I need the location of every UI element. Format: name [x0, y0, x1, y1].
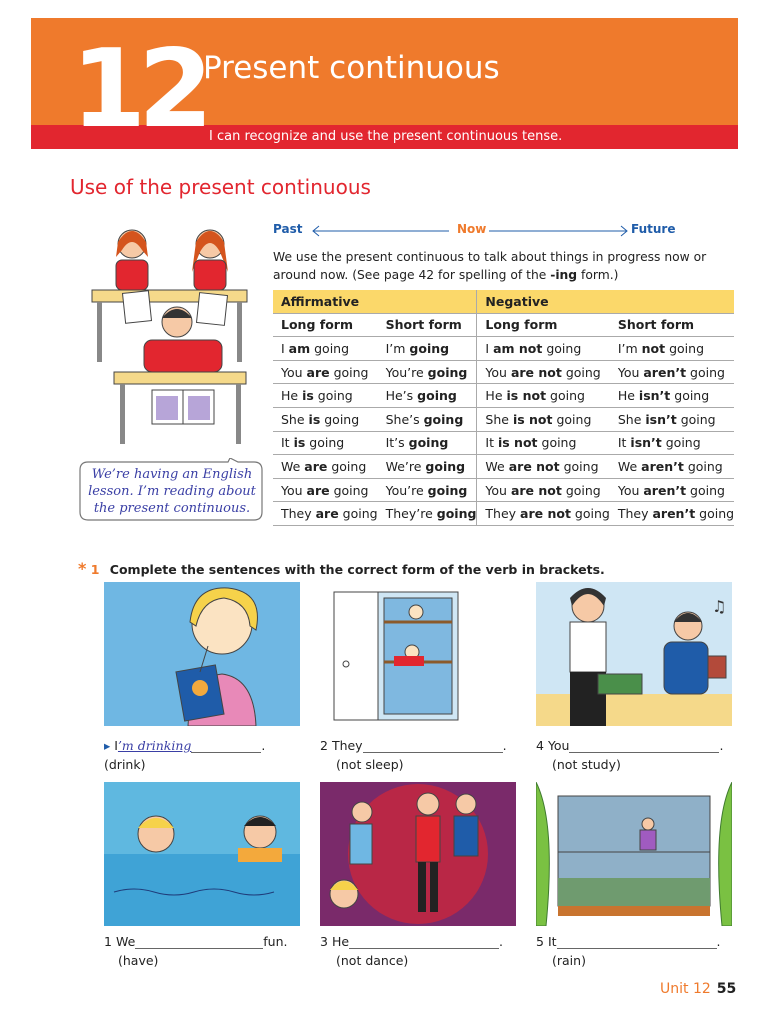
item-ending: .: [719, 738, 724, 753]
grammar-row: [273, 360, 734, 384]
grammar-text: They’re: [385, 506, 437, 522]
grammar-text: You: [281, 482, 307, 498]
answer-blank[interactable]: ’m drinking: [117, 738, 192, 753]
exercise-number: 1: [90, 562, 100, 577]
grammar-cell: [477, 407, 610, 431]
grammar-text: She’s: [385, 411, 424, 427]
intro-emphasis: -ing: [550, 268, 578, 282]
grammar-text: going: [683, 458, 723, 474]
grammar-verb: am: [288, 340, 311, 356]
grammar-verb: is: [302, 388, 314, 404]
grammar-verb: is not: [512, 411, 553, 427]
item-ending: .: [499, 934, 504, 949]
item-marker: 2: [320, 738, 328, 753]
grammar-cell: [378, 478, 477, 502]
grammar-cell: [610, 337, 734, 361]
exercise-item: [536, 934, 736, 968]
grammar-cell: [273, 407, 378, 431]
arrow-left-icon: [311, 225, 451, 237]
unit-objective: I can recognize and use the present continuous tense.: [209, 129, 563, 144]
grammar-cell: [378, 502, 477, 526]
grammar-row: [273, 478, 734, 502]
grammar-cell: [610, 360, 734, 384]
grammar-cell: [477, 478, 610, 502]
grammar-verb: going: [408, 435, 449, 451]
grammar-verb: are not: [508, 458, 560, 474]
grammar-text: going: [327, 458, 367, 474]
item-subject: You: [547, 738, 570, 753]
item-marker: 1: [104, 934, 112, 949]
grammar-cell: [273, 384, 378, 408]
grammar-verb: is: [293, 435, 306, 451]
grammar-text: going: [305, 435, 345, 451]
grammar-verb: aren’t: [643, 482, 687, 498]
verb-hint: (not dance): [336, 953, 409, 968]
grammar-row: [273, 455, 734, 479]
grammar-row: [273, 337, 734, 361]
grammar-text: I’m: [617, 340, 642, 356]
grammar-text: You: [281, 364, 307, 380]
answer-blank[interactable]: [135, 934, 263, 949]
grammar-verb: going: [427, 364, 468, 380]
footer-unit: Unit 12: [660, 981, 711, 997]
timeline: [273, 222, 719, 240]
grammar-text: They: [485, 506, 521, 522]
exercise-item: [320, 934, 516, 968]
exercise-item: [104, 934, 304, 968]
grammar-text: going: [661, 435, 701, 451]
grammar-text: You: [617, 364, 644, 380]
grammar-text: You’re: [385, 364, 428, 380]
grammar-text: They: [281, 506, 316, 522]
grammar-verb: isn’t: [645, 411, 677, 427]
grammar-cell: [273, 455, 378, 479]
grammar-verb: going: [423, 411, 464, 427]
grammar-text: going: [686, 364, 725, 380]
grammar-text: going: [670, 388, 710, 404]
grammar-text: going: [338, 506, 378, 522]
grammar-verb: are not: [520, 506, 571, 522]
grammar-verb: isn’t: [630, 435, 662, 451]
grammar-verb: are not: [510, 364, 562, 380]
item-ending: .: [502, 738, 507, 753]
exercise-instruction: Complete the sentences with the correct form of the verb in brackets.: [109, 562, 605, 577]
grammar-verb: aren’t: [643, 364, 687, 380]
grammar-cell: [610, 455, 734, 479]
grammar-verb: going: [427, 482, 468, 498]
intro-text: [273, 248, 723, 284]
item-subject: It: [547, 934, 557, 949]
verb-hint: (have): [118, 953, 159, 968]
grammar-text: We: [281, 458, 305, 474]
answer-blank[interactable]: [569, 738, 719, 753]
grammar-cell: [477, 384, 610, 408]
grammar-text: It: [617, 435, 631, 451]
grammar-text: going: [561, 364, 601, 380]
star-icon: *: [78, 559, 87, 578]
verb-hint: (rain): [552, 953, 586, 968]
item-ending: .: [261, 738, 266, 753]
column-header: Short form: [610, 313, 734, 337]
grammar-text: going: [665, 340, 705, 356]
speech-bubble-text: We’re having an English lesson. I’m reading about the present continuous.: [88, 467, 256, 516]
grammar-text: She: [281, 411, 309, 427]
grammar-verb: not: [641, 340, 666, 356]
grammar-text: going: [559, 458, 599, 474]
grammar-verb: going: [436, 506, 477, 522]
grammar-verb: going: [409, 340, 450, 356]
grammar-cell: [273, 360, 378, 384]
verb-hint: (not sleep): [336, 757, 404, 772]
grammar-cell: [610, 384, 734, 408]
verb-hint: (drink): [104, 757, 146, 772]
grammar-cell: [378, 360, 477, 384]
grammar-row: [273, 431, 734, 455]
picture-people-dancing: [320, 782, 516, 926]
grammar-text: I: [281, 340, 289, 356]
grammar-text: going: [320, 411, 360, 427]
answer-blank[interactable]: [349, 934, 499, 949]
picture-girl-drinking: [104, 582, 300, 726]
verb-hint: (not study): [552, 757, 621, 772]
grammar-text: going: [537, 435, 577, 451]
timeline-future: Future: [631, 222, 676, 236]
grammar-table: [273, 290, 734, 526]
item-marker: 4: [536, 738, 544, 753]
grammar-verb: isn’t: [638, 388, 671, 404]
item-marker: 3: [320, 934, 328, 949]
grammar-cell: [610, 502, 734, 526]
grammar-cell: [378, 384, 477, 408]
grammar-verb: am not: [493, 340, 543, 356]
grammar-text: going: [676, 411, 716, 427]
answer-line: [191, 738, 261, 753]
intro-after: form.): [577, 268, 619, 282]
grammar-text: They: [617, 506, 653, 522]
grammar-cell: [378, 455, 477, 479]
grammar-verb: are: [304, 458, 328, 474]
classroom-illustration: [72, 222, 272, 452]
grammar-text: going: [546, 388, 585, 404]
grammar-verb: is not: [506, 388, 547, 404]
timeline-now: Now: [457, 222, 487, 236]
exercise-heading: [78, 559, 605, 578]
music-note-icon: ♫: [712, 597, 727, 616]
grammar-text: going: [310, 340, 350, 356]
grammar-row: [273, 502, 734, 526]
grammar-text: going: [329, 482, 369, 498]
grammar-text: You: [485, 364, 511, 380]
grammar-verb: going: [425, 458, 466, 474]
item-ending: .: [716, 934, 721, 949]
grammar-cell: [610, 407, 734, 431]
grammar-text: going: [561, 482, 601, 498]
grammar-text: She: [485, 411, 513, 427]
grammar-text: going: [542, 340, 582, 356]
column-header: Long form: [273, 313, 378, 337]
column-header: Long form: [477, 313, 610, 337]
grammar-text: going: [695, 506, 735, 522]
grammar-cell: [273, 431, 378, 455]
grammar-text: We: [617, 458, 642, 474]
grammar-text: It’s: [385, 435, 409, 451]
grammar-text: You: [485, 482, 511, 498]
unit-header: [31, 18, 738, 152]
grammar-verb: aren’t: [652, 506, 696, 522]
grammar-text: We: [485, 458, 509, 474]
grammar-text: going: [570, 506, 610, 522]
page-number: 55: [716, 981, 737, 997]
picture-children-bunk-bed: [320, 582, 516, 726]
grammar-text: going: [686, 482, 725, 498]
item-subject: They: [331, 738, 363, 753]
intro-before: We use the present continuous to talk about things in progress now or around now. (See page 42 for spelling of the: [273, 250, 707, 282]
grammar-cell: [477, 337, 610, 361]
grammar-cell: [477, 502, 610, 526]
grammar-text: going: [552, 411, 592, 427]
grammar-text: going: [313, 388, 353, 404]
group-negative: Negative: [477, 290, 734, 313]
grammar-cell: [273, 337, 378, 361]
grammar-verb: are not: [510, 482, 562, 498]
grammar-cell: [610, 478, 734, 502]
group-affirmative: Affirmative: [273, 290, 477, 313]
exercise-item: [104, 738, 300, 772]
grammar-text: I: [485, 340, 494, 356]
grammar-text: I’m: [385, 340, 410, 356]
answer-blank[interactable]: [363, 738, 503, 753]
grammar-text: You’re: [385, 482, 428, 498]
item-subject: He: [331, 934, 350, 949]
exercise-item: [320, 738, 516, 772]
grammar-cell: [477, 360, 610, 384]
grammar-row: [273, 407, 734, 431]
arrow-right-icon: [487, 225, 629, 237]
grammar-text: It: [485, 435, 498, 451]
picture-boy-listening-music: [536, 582, 732, 726]
timeline-past: Past: [273, 222, 303, 236]
grammar-text: She: [617, 411, 646, 427]
section-heading: Use of the present continuous: [70, 175, 371, 199]
grammar-cell: [378, 431, 477, 455]
grammar-cell: [477, 455, 610, 479]
grammar-text: We’re: [385, 458, 426, 474]
grammar-row: [273, 384, 734, 408]
grammar-cell: [273, 478, 378, 502]
exercise-item: [536, 738, 736, 772]
grammar-text: It: [281, 435, 294, 451]
grammar-verb: is: [308, 411, 321, 427]
grammar-verb: going: [417, 388, 457, 404]
answer-blank[interactable]: [557, 934, 717, 949]
grammar-verb: aren’t: [641, 458, 684, 474]
grammar-cell: [610, 431, 734, 455]
unit-number: 12: [71, 27, 206, 152]
grammar-text: He: [617, 388, 639, 404]
column-header: Short form: [378, 313, 477, 337]
grammar-text: He: [281, 388, 303, 404]
picture-children-swimming: [104, 782, 300, 926]
item-subject: I: [114, 738, 118, 753]
item-ending: fun.: [263, 934, 288, 949]
item-marker: 5: [536, 934, 544, 949]
item-subject: We: [115, 934, 136, 949]
unit-title: Present continuous: [203, 50, 500, 86]
item-marker: ▸: [104, 738, 111, 753]
grammar-cell: [477, 431, 610, 455]
picture-rain-window: [536, 782, 732, 926]
grammar-text: He’s: [385, 388, 418, 404]
grammar-verb: are: [306, 364, 330, 380]
grammar-verb: are: [306, 482, 330, 498]
grammar-text: You: [617, 482, 644, 498]
grammar-cell: [378, 337, 477, 361]
grammar-text: He: [485, 388, 507, 404]
grammar-cell: [273, 502, 378, 526]
grammar-verb: is not: [497, 435, 538, 451]
grammar-verb: are: [315, 506, 339, 522]
grammar-text: going: [329, 364, 369, 380]
grammar-cell: [378, 407, 477, 431]
page-footer: [660, 981, 736, 997]
